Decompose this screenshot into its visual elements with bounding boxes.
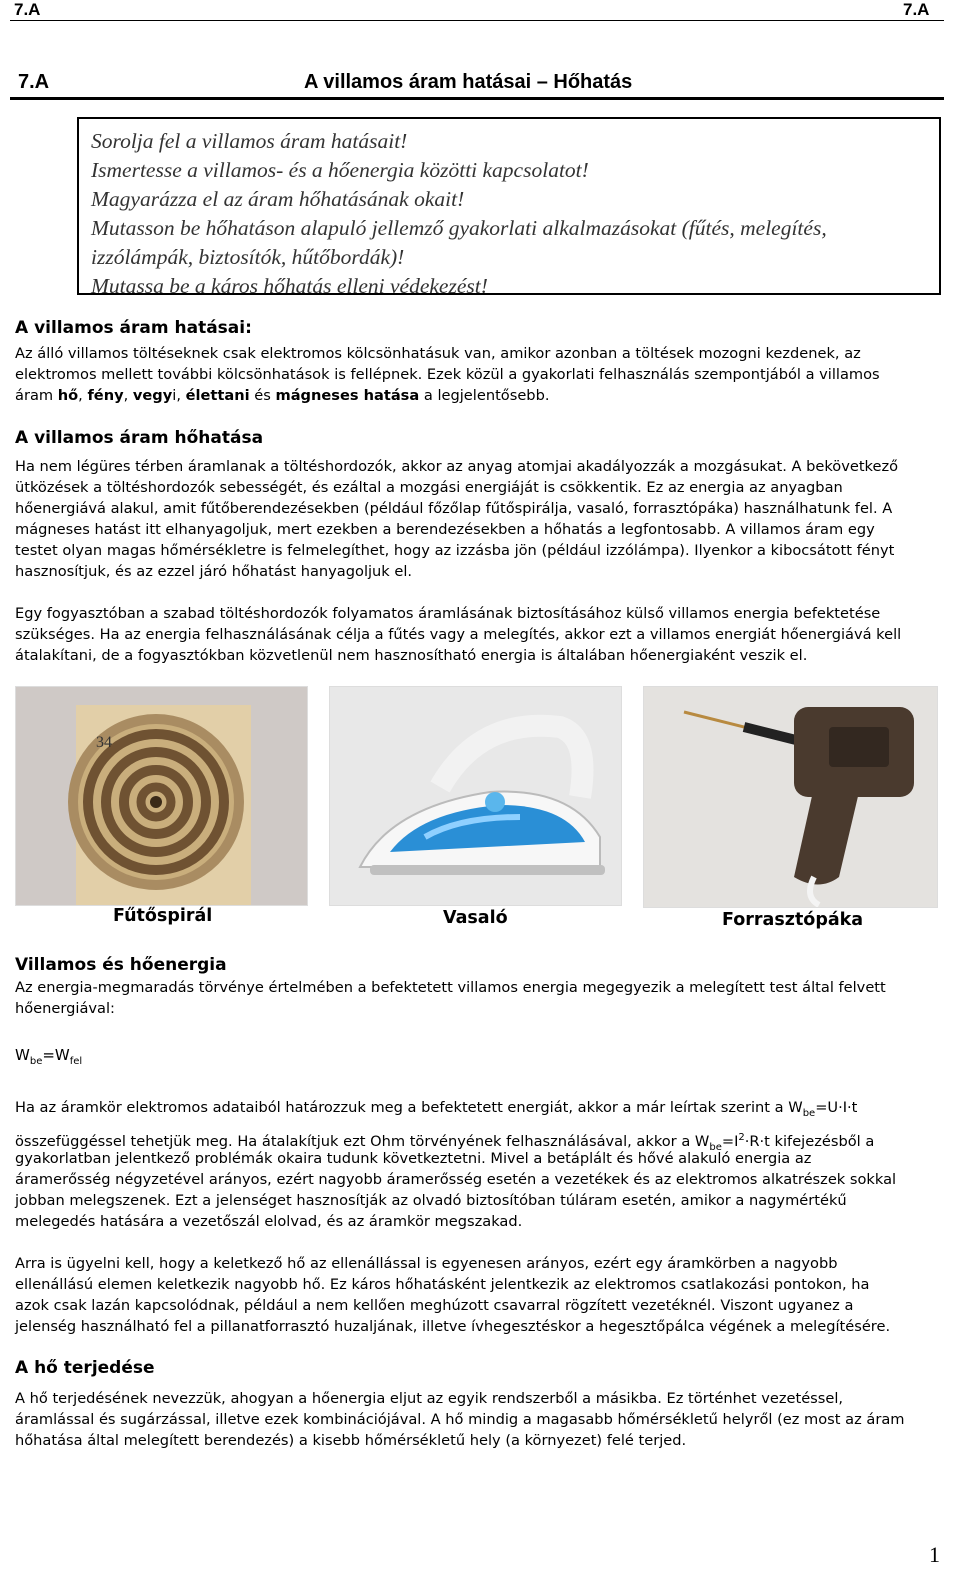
soldering-gun-photo [643,686,938,908]
paragraph-line: melegedés hatására a vezetőszál elolvad, és az áramkör megszakad. [15,1213,523,1230]
paragraph-line: testet olyan magas hőmérsékletre is felmelegíthet, hogy az izzásba jön (például izzólámpa). Ilyenkor a kibocsátott fényt [15,542,895,559]
section-heading: A villamos áram hőhatása [15,428,264,448]
task-line: Sorolja fel a villamos áram hatásait! [91,129,408,153]
running-header-right: 7.A [903,0,930,19]
paragraph-line: azok csak lazán kapcsolódnak, például a nem kellően meghúzott csavarral rögzített vezetéknél. Viszont ugyanez a [15,1297,854,1314]
paragraph-line: elektromos mellett további kölcsönhatások is fellépnek. Ezek közül a gyakorlati felhasználás szempontjából a villamos [15,366,880,383]
paragraph-line: gyakorlatban jelentkező problémák okaira tudunk következtetni. Mivel a betáplált és hővé alakuló energia az [15,1150,812,1167]
task-line: Mutasson be hőhatáson alapuló jellemző gyakorlati alkalmazásokat (fűtés, melegítés, [91,216,827,240]
header-rule [10,20,944,21]
section-code: 7.A [18,71,50,93]
running-header-left: 7.A [14,0,41,19]
energy-formula: $W_{be}=W_{fel}$ [15,1046,83,1067]
iron-photo [329,686,622,906]
paragraph-line: Egy fogyasztóban a szabad töltéshordozók folyamatos áramlásának biztosításához külső villamos energia befektetése [15,605,881,622]
paragraph-line: ellenállású elemen keletkezik nagyobb hő. Ez káros hőhatásként jelentkezik az elektromos csatlakozási pontokon, ha [15,1276,870,1293]
paragraph-line: hőhatása által melegített berendezés) a kisebb hőmérsékletű hely (a környezet) felé terjed. [15,1432,687,1449]
paragraph-line: Arra is ügyelni kell, hogy a keletkező hő az ellenállással is egyenesen arányos, ezért egy áramkörben a nagyobb [15,1255,838,1272]
task-line: Mutassa be a káros hőhatás elleni védekezést! [91,274,488,298]
paragraph-line: szükséges. Ha az energia felhasználásának célja a fűtés vagy a melegítés, akkor ezt a villamos energiát hőenergiává kell [15,626,902,643]
paragraph-line: hőenergiává alakul, amit fűtőberendezésekben (például főzőlap fűtőspirálja, vasaló, forrasztópáka) használhatunk fel. A [15,500,893,517]
task-line: izzólámpák, biztosítók, hűtőbordák)! [91,245,405,269]
caption-iron: Vasaló [443,908,508,928]
section-heading: A hő terjedése [15,1358,155,1378]
paragraph-line: mágneses hatást itt elhanyagoljuk, mert ezekben a berendezésekben a hőhatás a legfontosabb. A villamos áram egy [15,521,875,538]
paragraph-line: A hő terjedésének nevezzük, ahogyan a hőenergia eljut az egyik rendszerből a másikba. Ez történhet vezetéssel, [15,1390,844,1407]
paragraph-line: áram hő, fény, vegyi, élettani és mágneses hatása a legjelentősebb. [15,387,550,404]
page-title: A villamos áram hatásai – Hőhatás [304,71,633,93]
section-heading: A villamos áram hatásai: [15,318,252,338]
task-line: Magyarázza el az áram hőhatásának okait! [91,187,465,211]
paragraph-line: Ha nem légüres térben áramlanak a töltéshordozók, akkor az anyag atomjai akadályozzák a mozgásukat. A bekövetkező [15,458,899,475]
paragraph-line: ütközések a töltéshordozók sebességét, és ezáltal a mozgási energiáját is csökkentik. Ez az energia az anyagban [15,479,843,496]
heating-coil-photo [15,686,308,906]
paragraph-line: Az energia-megmaradás törvénye értelmében a befektetett villamos energia megegyezik a melegített test által felvett [15,979,886,996]
paragraph-line: jelenség használható fel a pillanatforrasztó huzaljának, illetve ívhegesztéskor a hegesztőpálca végének a melegítésére. [15,1318,891,1335]
section-heading: Villamos és hőenergia [15,955,227,975]
paragraph-line: áramerősség négyzetével arányos, ezért nagyobb áramerősség esetén a vezetékek és az elektromos alkatrészek sokkal [15,1171,897,1188]
paragraph-line: Az álló villamos töltéseknek csak elektromos kölcsönhatásuk van, amikor azonban a töltések mozogni kezdenek, az [15,345,861,362]
task-line: Ismertesse a villamos- és a hőenergia közötti kapcsolatot! [91,158,589,182]
paragraph-line: áramlással és sugárzással, illetve ezek kombinációjával. A hő mindig a magasabb hőmérsékletű helyről (ez most az áram [15,1411,905,1428]
paragraph-line: hasznosítjuk, és az ezzel járó hőhatást hanyagoljuk el. [15,563,413,580]
svg-text:34: 34 [96,734,112,751]
paragraph-line: átalakítani, de a fogyasztókban közvetlenül nem hasznosítható energia is általában hőenergiaként veszik el. [15,647,808,664]
paragraph-line: hőenergiával: [15,1000,115,1017]
caption-soldering-gun: Forrasztópáka [722,910,864,930]
task-box [77,117,941,298]
paragraph-line: Ha az áramkör elektromos adataiból határozzuk meg a befektetett energiát, akkor a már leírtak szerint a $W_{be}=U\cdot I\cdot t$ [15,1099,858,1119]
paragraph-line: összefüggéssel tehetjük meg. Ha átalakítjuk ezt Ohm törvényének felhasználásával, akkor a $W_{be}=I^2\cdot R\cdot t$ kifejezésből a [15,1132,875,1153]
page-number: 1 [929,1542,940,1567]
caption-heating-coil: Fűtőspirál [113,906,213,926]
paragraph-line: jobban melegszenek. Ezt a jelenséget hasznosítják az olvadó biztosítóban túláram esetén, amikor a nagymértékű [15,1192,847,1209]
title-rule [10,97,944,100]
